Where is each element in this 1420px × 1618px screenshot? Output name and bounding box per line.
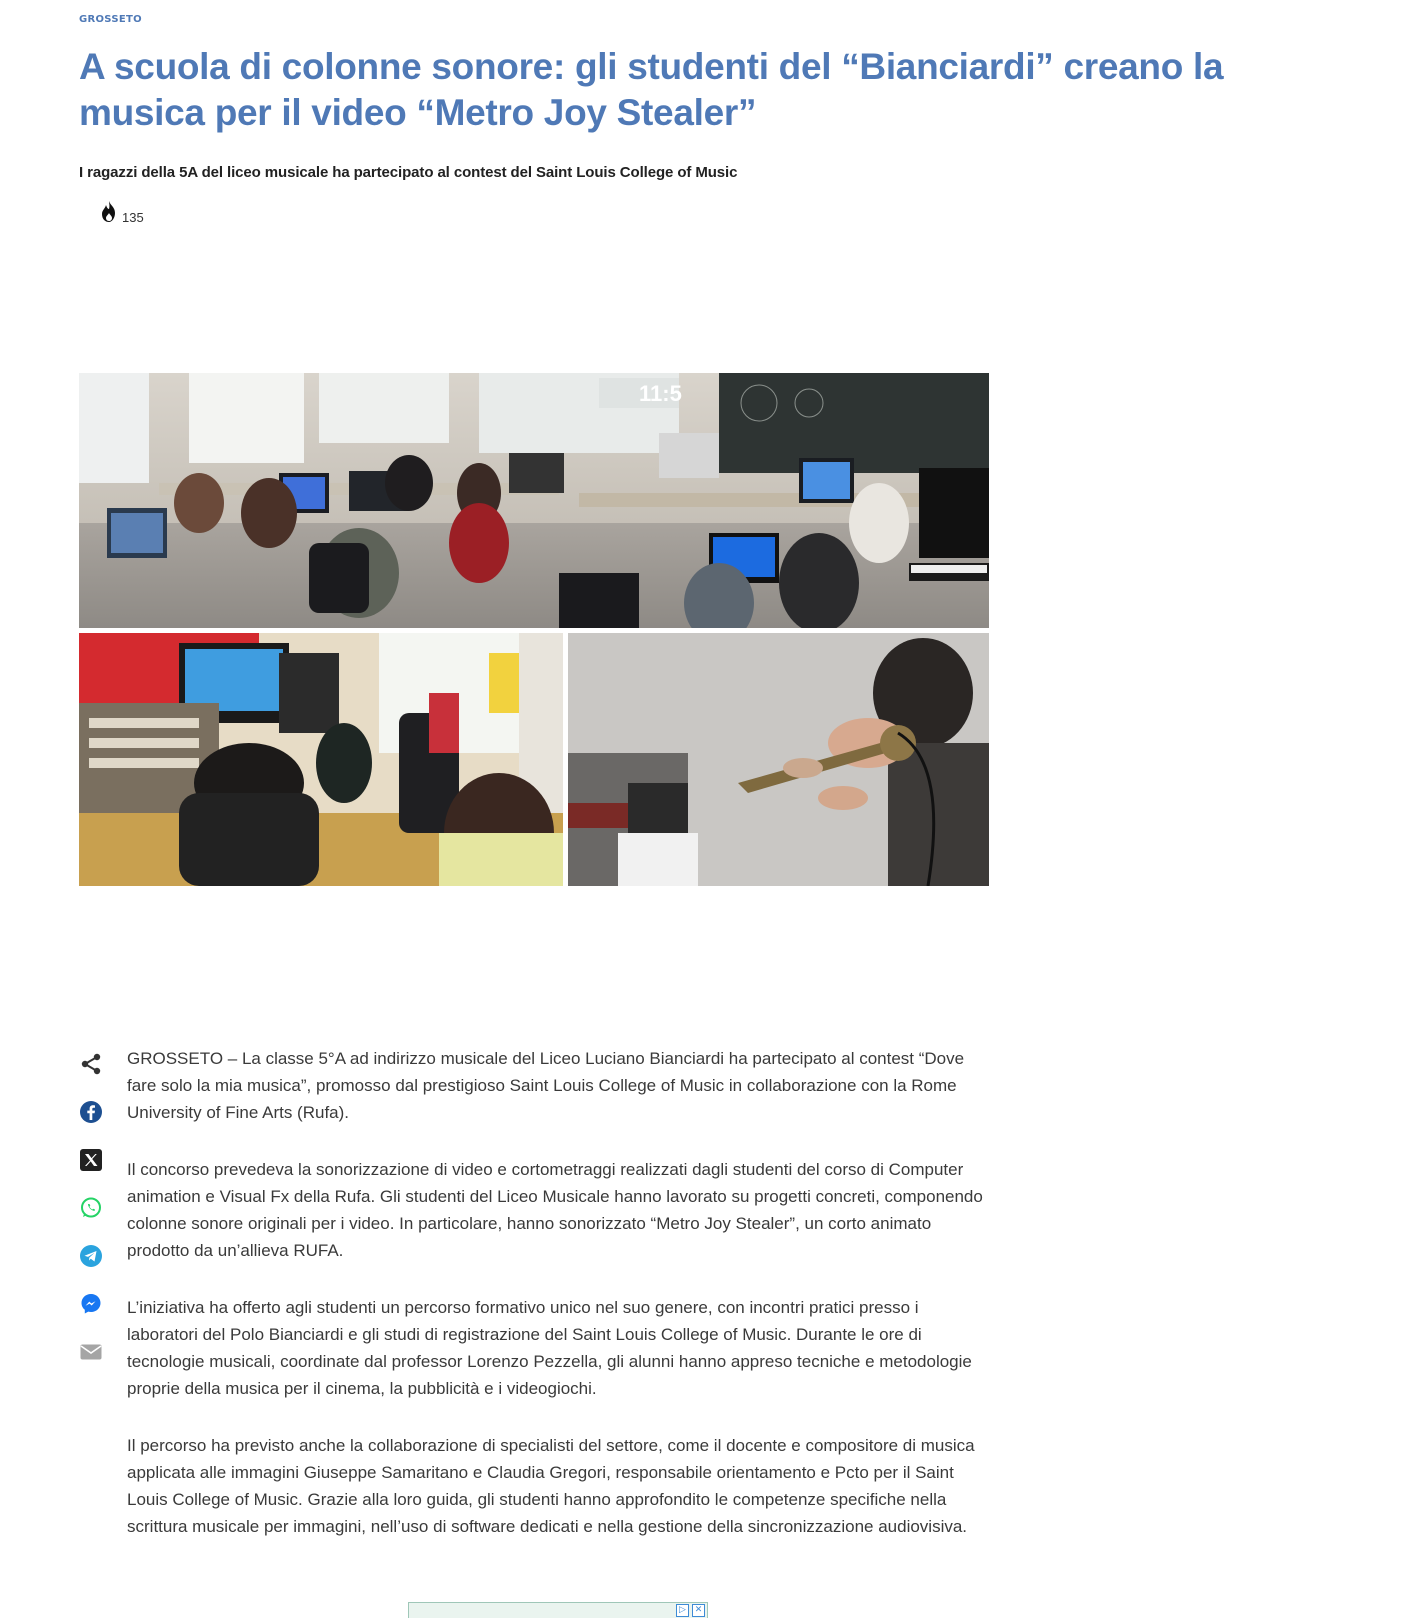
article-paragraph: Il percorso ha previsto anche la collaborazione di specialisti del settore, come il docente e compositore di musica applicata alle immagini Giuseppe Samaritano e Claudia Gregori, responsabile orientamento e Pcto per il Saint Louis College of Music. Grazie alla loro guida, gli studenti hanno approfondito le competenze specifiche nella scrittura musicale per immagini, nell’uso di software dedicati e nella gestione della sincronizzazione audiovisiva.: [127, 1436, 975, 1536]
article-paragraph: Il concorso prevedeva la sonorizzazione di video e cortometraggi realizzati dagli studenti del corso di Computer animation e Visual Fx della Rufa. Gli studenti del Liceo Musicale hanno lavorato su progetti concreti, componendo colonne sonore originali per i video. In particolare, hanno sonorizzato “Metro Joy Stealer”, un corto animato prodotto da un’allieva RUFA.: [127, 1160, 983, 1260]
telegram-icon[interactable]: [79, 1244, 103, 1268]
adchoices-icon[interactable]: ▷: [676, 1604, 689, 1617]
article-body: [127, 1045, 989, 1570]
photo-trumpet-player[interactable]: [568, 633, 989, 886]
category-link[interactable]: GROSSETO: [79, 14, 142, 25]
whatsapp-icon[interactable]: [79, 1196, 103, 1220]
facebook-icon[interactable]: [79, 1100, 103, 1124]
view-count: 135: [122, 209, 144, 225]
article-paragraph: GROSSETO – La classe 5°A ad indirizzo musicale del Liceo Luciano Bianciardi ha partecipato al contest “Dove fare solo la mia musica”, promosso dal prestigioso Saint Louis College of Music in collaborazione con la Rome University of Fine Arts (Rufa).: [127, 1049, 965, 1122]
x-twitter-icon[interactable]: [79, 1148, 103, 1172]
fire-icon: [98, 200, 120, 228]
advertisement-banner[interactable]: [408, 1602, 708, 1618]
article-subtitle: I ragazzi della 5A del liceo musicale ha partecipato al contest del Saint Louis College of Music: [79, 164, 738, 181]
share-icon[interactable]: [79, 1052, 103, 1076]
adchoices-controls: [676, 1604, 705, 1617]
article-paragraph: L’iniziativa ha offerto agli studenti un percorso formativo unico nel suo genere, con incontri pratici presso i laboratori del Polo Bianciardi e gli studi di registrazione del Saint Louis College of Music. Durante le ore di tecnologie musicali, coordinate dal professor Lorenzo Pezzella, gli alunni hanno appreso tecniche e metodologie proprie della musica per il cinema, la pubblicità e i videogiochi.: [127, 1298, 972, 1398]
view-counter: [98, 202, 144, 226]
messenger-icon[interactable]: [79, 1292, 103, 1316]
photo-clock-overlay: 11:5: [639, 381, 682, 406]
article-title: A scuola di colonne sonore: gli studenti del “Bianciardi” creano la musica per il video “Metro Joy Stealer”: [79, 46, 1224, 133]
close-icon[interactable]: ✕: [692, 1604, 705, 1617]
photo-computer-lab[interactable]: [79, 373, 989, 628]
email-icon[interactable]: [79, 1340, 103, 1364]
article-photo-collage[interactable]: [79, 373, 989, 886]
photo-recording-studio[interactable]: [79, 633, 563, 886]
